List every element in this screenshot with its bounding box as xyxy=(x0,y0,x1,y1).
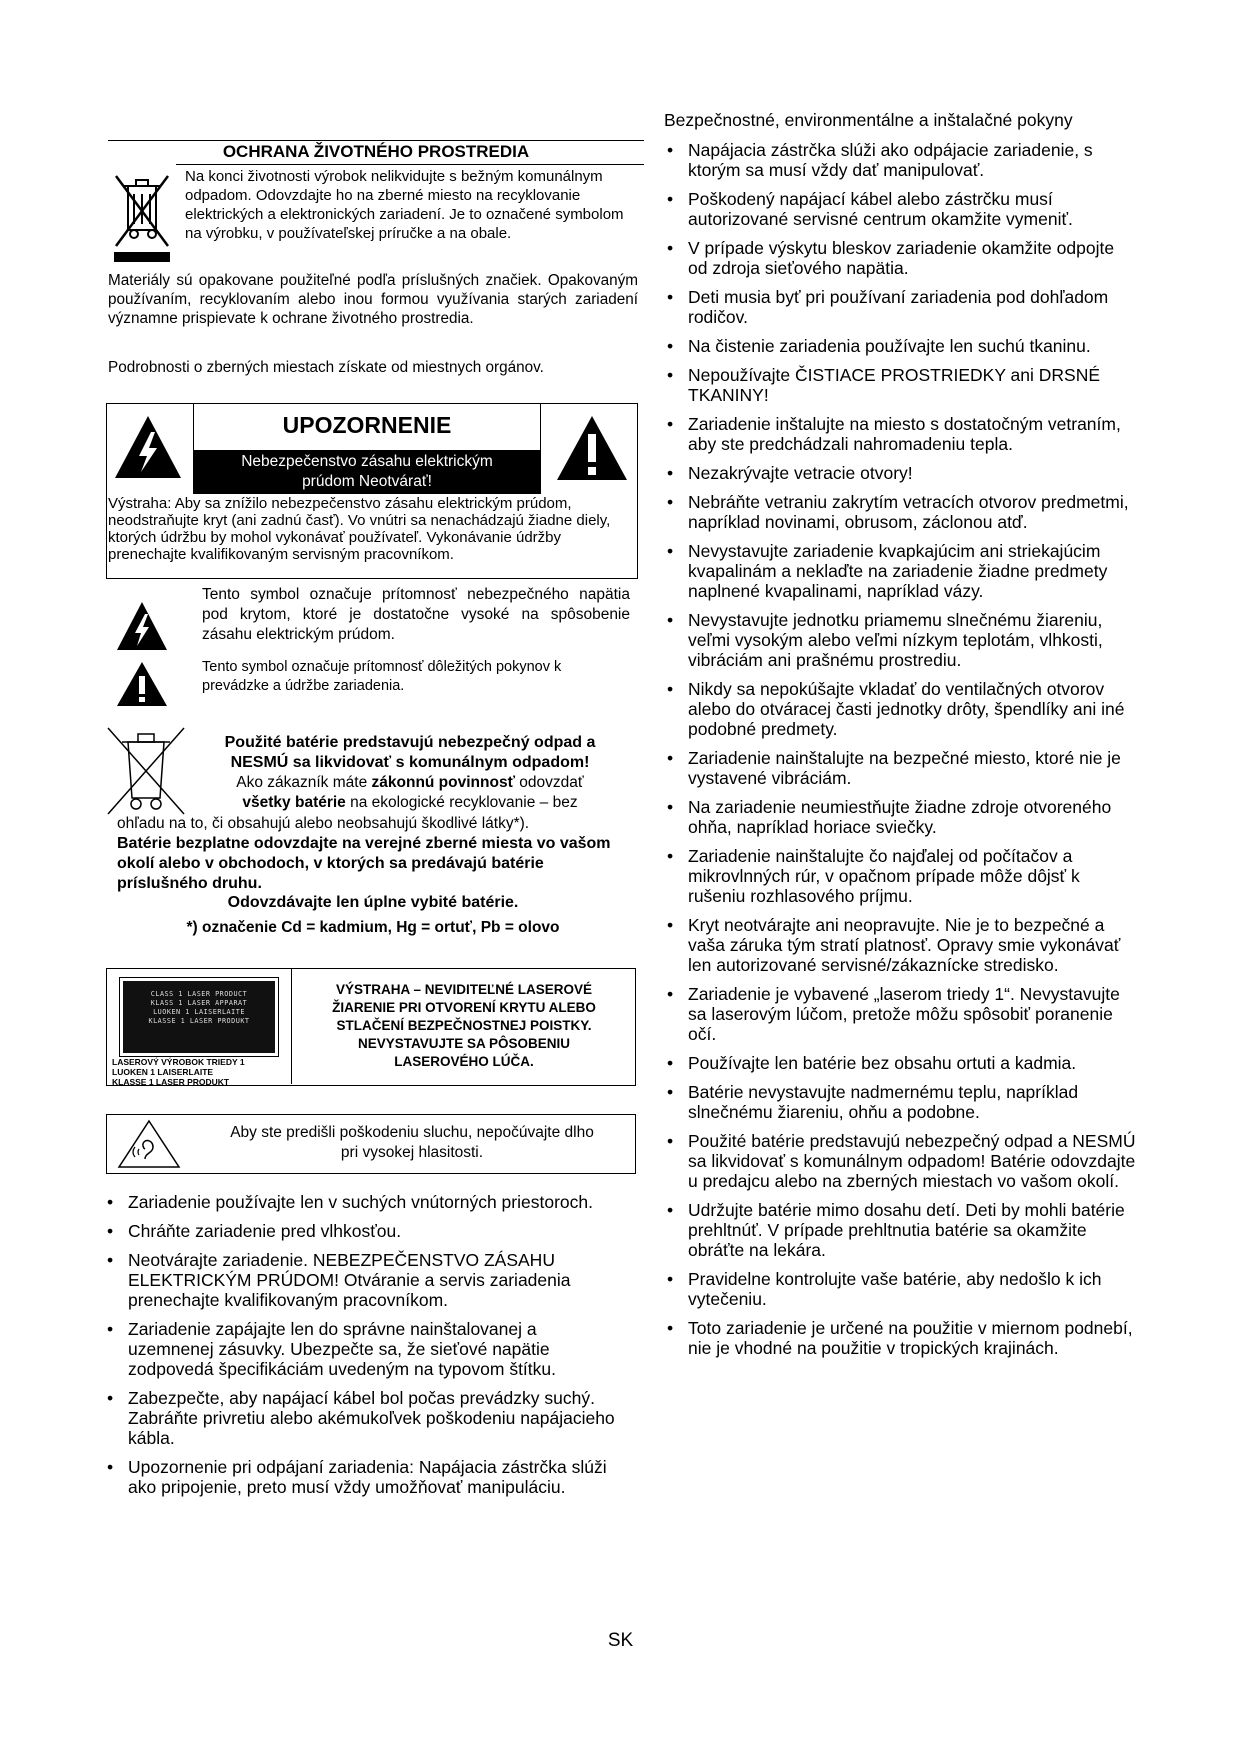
battery-chem-legend: *) označenie Cd = kadmium, Hg = ortuť, Pb = olovo xyxy=(186,919,560,936)
instructions-symbol-text: Tento symbol označuje prítomnosť dôležitých pokynov k prevádzke a údržbe zariadenia. xyxy=(202,659,562,694)
list-item-text: Chráňte zariadenie pred vlhkosťou. xyxy=(128,1221,402,1241)
list-item-text: Zariadenie zapájajte len do správne nainštalovanej a uzemnenej zásuvky. Ubezpečte sa, že sieťové napätie zodpovedá špecifikáciám uvedeným na typovom štítku. xyxy=(128,1319,556,1379)
laser-box xyxy=(106,968,636,1086)
list-item xyxy=(666,1131,1136,1191)
bullet-icon: • xyxy=(667,797,674,817)
laser-warning-line: NEVYSTAVUJTE SA PÔSOBENIU xyxy=(357,1036,571,1051)
env-title: OCHRANA ŽIVOTNÉHO PROSTREDIA xyxy=(222,142,530,161)
battery-warning-line2: NESMÚ sa likvidovať s komunálnym odpadom! xyxy=(230,754,590,771)
bullet-icon: • xyxy=(667,1318,674,1338)
warning-box xyxy=(106,403,638,579)
bullet-icon: • xyxy=(667,336,674,356)
voltage-symbol-text: Tento symbol označuje prítomnosť nebezpečného napätia pod krytom, ktoré je dostatočne vysoké na spôsobenie zásahu elektrickým prúdom. xyxy=(202,586,630,643)
list-item-text: Zariadenie nainštalujte čo najďalej od počítačov a mikrovlnných rúr, v opačnom prípade môže dôjsť k rušeniu rozhlasového príjmu. xyxy=(688,846,1080,906)
list-item xyxy=(666,541,1136,601)
list-item xyxy=(666,414,1136,454)
weee-bin-icon xyxy=(110,168,174,264)
hearing-line1: Aby ste predišli poškodeniu sluchu, nepočúvajte dlho xyxy=(230,1124,594,1141)
laser-warning-text xyxy=(297,981,631,1071)
list-item-text: Toto zariadenie je určené na použitie v miernom podnebí, nie je vhodné na použitie v tropických krajinách. xyxy=(688,1318,1133,1358)
bullet-icon: • xyxy=(667,541,674,561)
battery-dropoff-text: Batérie bezplatne odovzdajte na verejné zberné miesta vo vašom okolí alebo v obchodoch, v ktorých sa predávajú batérie príslušného druhu. xyxy=(117,835,611,892)
warning-header xyxy=(193,404,541,494)
bullet-icon: • xyxy=(107,1388,114,1408)
list-item-text: Nevystavujte jednotku priamemu slnečnému žiareniu, veľmi vysokým alebo veľmi nízkym teplotám, vlhkosti, vibráciám ani prašnému prostrediu. xyxy=(688,610,1103,670)
warning-title: UPOZORNENIE xyxy=(282,412,452,438)
hearing-line2: pri vysokej hlasitosti. xyxy=(340,1144,484,1161)
list-item-text: Zariadenie je vybavené „laserom triedy 1“. Nevystavujte sa laserovým lúčom, pretože môžu spôsobiť poranenie očí. xyxy=(688,984,1120,1044)
laser-label-line: LUOKEN 1 LAISERLAITE xyxy=(153,1008,245,1016)
list-item xyxy=(666,189,1136,229)
list-item xyxy=(106,1457,626,1497)
list-item xyxy=(666,492,1136,532)
bullet-icon: • xyxy=(107,1250,114,1270)
list-item-text: Zariadenie inštalujte na miesto s dostatočným vetraním, aby ste predchádzali nahromadeniu tepla. xyxy=(688,414,1121,454)
battery-obligation-b: zákonnú povinnosť xyxy=(371,774,515,791)
bullet-icon: • xyxy=(107,1221,114,1241)
battery-obligation-line xyxy=(200,773,620,793)
exclamation-warning-icon xyxy=(555,414,629,482)
list-item xyxy=(666,238,1136,278)
bullet-icon: • xyxy=(667,984,674,1004)
hearing-warning-icon xyxy=(117,1119,181,1169)
bullet-icon: • xyxy=(667,679,674,699)
env-sub-rule xyxy=(176,164,644,165)
list-item-text: Pravidelne kontrolujte vaše batérie, aby nedošlo k ich vytečeniu. xyxy=(688,1269,1102,1309)
laser-caption-line: LASEROVÝ VÝROBOK TRIEDY 1 xyxy=(112,1057,245,1067)
warning-subtitle-line1: Nebezpečenstvo zásahu elektrickým xyxy=(241,453,493,470)
list-item-text: V prípade výskytu bleskov zariadenie okamžite odpojte od zdroja sieťového napätia. xyxy=(688,238,1115,278)
list-item xyxy=(666,748,1136,788)
bullet-icon: • xyxy=(667,492,674,512)
list-item xyxy=(666,1318,1136,1358)
battery-discharged-text: Odovzdávajte len úplne vybité batérie. xyxy=(227,894,519,911)
laser-caption xyxy=(112,1057,245,1087)
bullet-icon: • xyxy=(667,1269,674,1289)
laser-warning-line: ŽIARENIE PRI OTVORENÍ KRYTU ALEBO xyxy=(332,1000,596,1015)
warning-subtitle-band xyxy=(194,450,540,494)
battery-obligation-a: Ako zákazník máte xyxy=(236,774,372,791)
laser-warning-line: LASEROVÉHO LÚČA. xyxy=(394,1054,534,1069)
laser-label-line: CLASS 1 LASER PRODUCT xyxy=(150,990,248,998)
list-item xyxy=(666,1082,1136,1122)
collection-text: Podrobnosti o zberných miestach získate od miestnych orgánov. xyxy=(108,359,544,376)
left-bullet-list xyxy=(106,1192,626,1506)
list-item xyxy=(666,1200,1136,1260)
list-item-text: Batérie nevystavujte nadmernému teplu, napríklad slnečnému žiareniu, ohňu a podobne. xyxy=(688,1082,1079,1122)
hearing-text xyxy=(197,1123,627,1163)
list-item xyxy=(666,336,1136,356)
battery-recycle-a: všetky batérie xyxy=(242,794,346,811)
bullet-icon: • xyxy=(107,1319,114,1339)
list-item xyxy=(666,287,1136,327)
list-item-text: Zabezpečte, aby napájací kábel bol počas prevádzky suchý. Zabráňte privretiu alebo akémukoľvek poškodeniu napájacieho kábla. xyxy=(128,1388,615,1448)
bullet-icon: • xyxy=(667,915,674,935)
list-item xyxy=(666,365,1136,405)
list-item-text: Na čistenie zariadenia používajte len suchú tkaninu. xyxy=(688,336,1091,356)
lightning-symbol-icon xyxy=(115,600,169,652)
list-item-text: Neotvárajte zariadenie. NEBEZPEČENSTVO ZÁSAHU ELEKTRICKÝM PRÚDOM! Otváranie a servis zariadenia prenechajte kvalifikovaným pracovníkom. xyxy=(128,1250,571,1310)
lightning-warning-icon xyxy=(113,414,183,480)
bullet-icon: • xyxy=(107,1457,114,1477)
battery-warning-line1: Použité batérie predstavujú nebezpečný odpad a xyxy=(224,734,596,751)
bullet-icon: • xyxy=(667,1131,674,1151)
bullet-icon: • xyxy=(667,189,674,209)
list-item-text: Nikdy sa nepokúšajte vkladať do ventilačných otvorov alebo do otváracej časti jednotky drôty, špendlíky ani iné podobné predmety. xyxy=(688,679,1125,739)
bullet-icon: • xyxy=(667,610,674,630)
bullet-icon: • xyxy=(667,238,674,258)
bullet-icon: • xyxy=(107,1192,114,1212)
list-item-text: Nezakrývajte vetracie otvory! xyxy=(688,463,913,483)
env-top-rule xyxy=(108,140,644,141)
list-item-text: Zariadenie nainštalujte na bezpečné miesto, ktoré nie je vystavené vibráciám. xyxy=(688,748,1121,788)
laser-label-line: KLASSE 1 LASER PRODUKT xyxy=(148,1017,250,1025)
warning-text: Výstraha: Aby sa znížilo nebezpečenstvo zásahu elektrickým prúdom, neodstraňujte kryt (ani zadnú časť). Vo vnútri sa nenachádzajú žiadne diely, ktorých údržbu by mohol vykonávať používateľ. Vykonávanie údržby prenechajte kvalifikovaným servisným pracovníkom. xyxy=(108,495,611,563)
laser-label-plate xyxy=(123,981,275,1053)
list-item xyxy=(666,1053,1136,1073)
bullet-icon: • xyxy=(667,140,674,160)
list-item-text: Udržujte batérie mimo dosahu detí. Deti by mohli batérie prehltnúť. V prípade prehltnutia batérie sa okamžite obráťte na lekára. xyxy=(688,1200,1125,1260)
list-item xyxy=(106,1221,626,1241)
list-item xyxy=(666,846,1136,906)
bullet-icon: • xyxy=(667,463,674,483)
list-item xyxy=(666,610,1136,670)
right-bullet-list xyxy=(666,140,1136,1367)
list-item-text: Zariadenie používajte len v suchých vnútorných priestoroch. xyxy=(128,1192,593,1212)
list-item-text: Nevystavujte zariadenie kvapkajúcim ani striekajúcim kvapalinám a neklaďte na zariadenie žiadne predmety naplnené kvapalinami, napríklad vázy. xyxy=(688,541,1108,601)
laser-label-line: KLASS 1 LASER APPARAT xyxy=(150,999,248,1007)
list-item-text: Napájacia zástrčka slúži ako odpájacie zariadenie, s ktorým sa musí vždy dať manipulovať. xyxy=(688,140,1093,180)
battery-recycle-b: na ekologické recyklovanie – bez xyxy=(345,794,578,811)
laser-caption-line: KLASSE 1 LASER PRODUKT xyxy=(112,1077,230,1087)
laser-caption-line: LUOKEN 1 LAISERLAITE xyxy=(112,1067,214,1077)
right-heading: Bezpečnostné, environmentálne a inštalačné pokyny xyxy=(664,110,1073,130)
list-item xyxy=(666,797,1136,837)
list-item-text: Použité batérie predstavujú nebezpečný odpad a NESMÚ sa likvidovať s komunálnym odpadom! Batérie odovzdajte u predajcu alebo na zberných miestach vo vašom okolí. xyxy=(688,1131,1136,1191)
materials-text: Materiály sú opakovane použiteľné podľa príslušných značiek. Opakovaným používaním, recyklovaním alebo inou formou využívania starých zariadení významne prispievate k ochrane životného prostredia. xyxy=(108,272,638,327)
list-item xyxy=(666,679,1136,739)
bullet-icon: • xyxy=(667,287,674,307)
list-item-text: Nebráňte vetraniu zakrytím vetracích otvorov predmetmi, napríklad novinami, obrusom, záclonou atď. xyxy=(688,492,1129,532)
warning-subtitle-line2: prúdom Neotvárať! xyxy=(302,473,432,490)
hearing-box xyxy=(106,1114,636,1174)
bullet-icon: • xyxy=(667,414,674,434)
list-item xyxy=(666,463,1136,483)
list-item-text: Nepoužívajte ČISTIACE PROSTRIEDKY ani DRSNÉ TKANINY! xyxy=(688,365,1101,405)
list-item xyxy=(106,1192,626,1212)
list-item xyxy=(106,1250,626,1310)
bullet-icon: • xyxy=(667,748,674,768)
bullet-icon: • xyxy=(667,1053,674,1073)
battery-recycle-line xyxy=(200,793,620,813)
exclamation-symbol-icon xyxy=(115,660,169,708)
battery-obligation-c: odovzdať xyxy=(515,774,584,791)
page-language-code: SK xyxy=(607,1630,634,1651)
list-item-text: Upozornenie pri odpájaní zariadenia: Napájacia zástrčka slúži ako pripojenie, preto musí vždy umožňovať manipuláciu. xyxy=(128,1457,607,1497)
list-item xyxy=(106,1319,626,1379)
laser-warning-line: VÝSTRAHA – NEVIDITEĽNÉ LASEROVÉ xyxy=(335,982,593,997)
crossed-battery-bin-icon xyxy=(104,726,188,816)
bullet-icon: • xyxy=(667,846,674,866)
bullet-icon: • xyxy=(667,365,674,385)
laser-warning-line: STLAČENÍ BEZPEČNOSTNEJ POISTKY. xyxy=(336,1018,592,1033)
laser-label-panel xyxy=(107,969,292,1087)
list-item xyxy=(666,140,1136,180)
bullet-icon: • xyxy=(667,1082,674,1102)
bullet-icon: • xyxy=(667,1200,674,1220)
list-item-text: Používajte len batérie bez obsahu ortuti a kadmia. xyxy=(688,1053,1077,1073)
list-item xyxy=(666,984,1136,1044)
list-item-text: Na zariadenie neumiestňujte žiadne zdroje otvoreného ohňa, napríklad horiace sviečky. xyxy=(688,797,1112,837)
list-item xyxy=(666,915,1136,975)
weee-text: Na konci životnosti výrobok nelikvidujte s bežným komunálnym odpadom. Odovzdajte ho na zberné miesto na recyklovanie elektrických a elektronických zariadení. Je to označené symbolom na výrobku, v používateľskej príručke a na obale. xyxy=(185,168,624,242)
laser-class-label xyxy=(119,977,279,1057)
list-item-text: Kryt neotvárajte ani neopravujte. Nie je to bezpečné a vaša záruka tým stratí platnosť. Opravy smie vykonávať len autorizované servisné/zákaznícke stredisko. xyxy=(688,915,1121,975)
list-item-text: Poškodený napájací kábel alebo zástrčku musí autorizované servisné centrum okamžite vymeniť. xyxy=(688,189,1073,229)
list-item xyxy=(106,1388,626,1448)
list-item xyxy=(666,1269,1136,1309)
list-item-text: Deti musia byť pri používaní zariadenia pod dohľadom rodičov. xyxy=(688,287,1109,327)
battery-substances-line: ohľadu na to, či obsahujú alebo neobsahujú škodlivé látky*). xyxy=(117,815,530,832)
